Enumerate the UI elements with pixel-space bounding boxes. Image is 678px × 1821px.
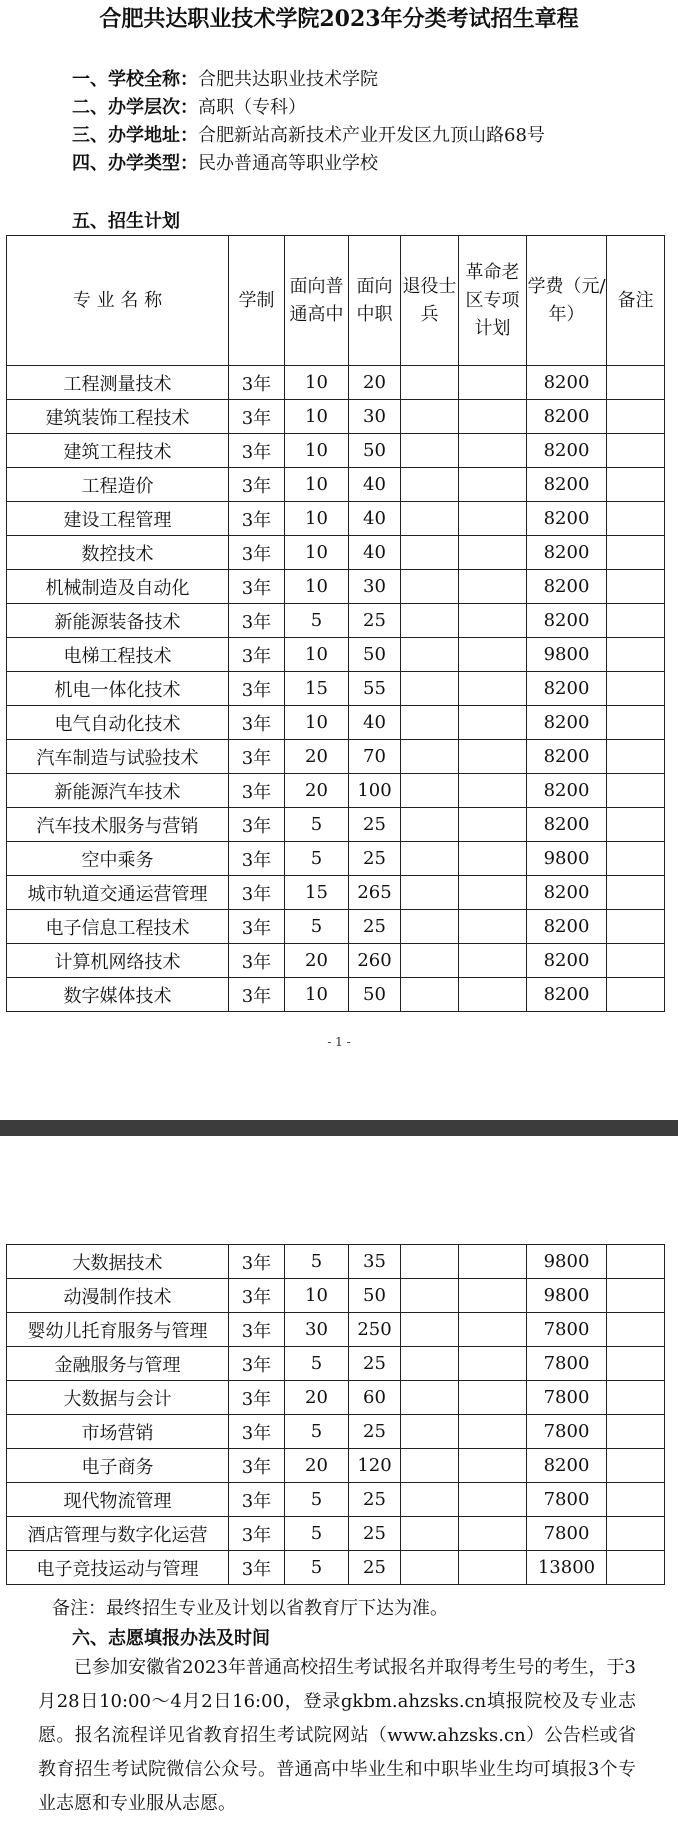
table-row — [7, 774, 665, 808]
cell-gen-high: 5 — [285, 1483, 349, 1517]
cell-years: 3年 — [229, 672, 285, 706]
cell-gen-high: 20 — [285, 774, 349, 808]
table-row — [7, 1347, 665, 1381]
table-row — [7, 502, 665, 536]
cell-note — [607, 1313, 665, 1347]
cell-veteran — [401, 808, 459, 842]
cell-major: 汽车制造与试验技术 — [7, 740, 229, 774]
cell-voc-mid: 25 — [349, 842, 401, 876]
cell-note — [607, 808, 665, 842]
cell-revolutionary — [459, 400, 527, 434]
cell-fee: 7800 — [527, 1415, 607, 1449]
cell-revolutionary — [459, 638, 527, 672]
table-row — [7, 706, 665, 740]
cell-gen-high: 5 — [285, 1415, 349, 1449]
cell-note — [607, 1381, 665, 1415]
cell-major: 婴幼儿托育服务与管理 — [7, 1313, 229, 1347]
table-row — [7, 1279, 665, 1313]
cell-veteran — [401, 434, 459, 468]
cell-voc-mid: 60 — [349, 1381, 401, 1415]
cell-fee: 8200 — [527, 808, 607, 842]
cell-major: 机电一体化技术 — [7, 672, 229, 706]
cell-note — [607, 570, 665, 604]
cell-years: 3年 — [229, 740, 285, 774]
cell-veteran — [401, 1415, 459, 1449]
cell-years: 3年 — [229, 910, 285, 944]
table-row — [7, 1313, 665, 1347]
header-fee: 学费（元/年） — [527, 236, 607, 366]
cell-revolutionary — [459, 1415, 527, 1449]
cell-voc-mid: 25 — [349, 1483, 401, 1517]
cell-years: 3年 — [229, 1551, 285, 1585]
cell-fee: 9800 — [527, 1279, 607, 1313]
cell-veteran — [401, 1313, 459, 1347]
cell-years: 3年 — [229, 1415, 285, 1449]
cell-gen-high: 10 — [285, 978, 349, 1012]
cell-revolutionary — [459, 1381, 527, 1415]
cell-voc-mid: 30 — [349, 570, 401, 604]
cell-note — [607, 1347, 665, 1381]
cell-voc-mid: 265 — [349, 876, 401, 910]
cell-fee: 8200 — [527, 706, 607, 740]
cell-gen-high: 10 — [285, 536, 349, 570]
info-label: 三、办学地址： — [72, 125, 198, 146]
cell-revolutionary — [459, 672, 527, 706]
cell-years: 3年 — [229, 638, 285, 672]
cell-note — [607, 468, 665, 502]
cell-gen-high: 5 — [285, 604, 349, 638]
cell-voc-mid: 50 — [349, 638, 401, 672]
cell-veteran — [401, 1279, 459, 1313]
cell-voc-mid: 260 — [349, 944, 401, 978]
cell-gen-high: 10 — [285, 1279, 349, 1313]
cell-major: 新能源装备技术 — [7, 604, 229, 638]
table-row — [7, 808, 665, 842]
header-major: 专 业 名 称 — [7, 236, 229, 366]
cell-voc-mid: 40 — [349, 502, 401, 536]
info-label: 二、办学层次： — [72, 97, 198, 118]
cell-voc-mid: 20 — [349, 366, 401, 400]
cell-fee: 7800 — [527, 1517, 607, 1551]
table-remark: 备注：最终招生专业及计划以省教育厅下达为准。 — [52, 1598, 448, 1619]
cell-major: 电子竞技运动与管理 — [7, 1551, 229, 1585]
document-title: 合肥共达职业技术学院2023年分类考试招生章程 — [99, 6, 579, 32]
cell-fee: 8200 — [527, 366, 607, 400]
cell-note — [607, 1483, 665, 1517]
cell-revolutionary — [459, 1483, 527, 1517]
cell-major: 计算机网络技术 — [7, 944, 229, 978]
cell-veteran — [401, 366, 459, 400]
cell-voc-mid: 50 — [349, 1279, 401, 1313]
table-row — [7, 1245, 665, 1279]
cell-note — [607, 1449, 665, 1483]
cell-fee: 8200 — [527, 978, 607, 1012]
cell-major: 建设工程管理 — [7, 502, 229, 536]
page-number: - 1 - — [327, 1035, 351, 1049]
cell-fee: 9800 — [527, 842, 607, 876]
cell-note — [607, 842, 665, 876]
table-row — [7, 842, 665, 876]
header-veteran: 退役士兵 — [401, 236, 459, 366]
cell-fee: 8200 — [527, 672, 607, 706]
cell-voc-mid: 25 — [349, 808, 401, 842]
cell-note — [607, 910, 665, 944]
cell-years: 3年 — [229, 468, 285, 502]
cell-revolutionary — [459, 604, 527, 638]
cell-fee: 8200 — [527, 604, 607, 638]
cell-years: 3年 — [229, 1483, 285, 1517]
cell-voc-mid: 25 — [349, 1551, 401, 1585]
cell-gen-high: 15 — [285, 672, 349, 706]
cell-revolutionary — [459, 1517, 527, 1551]
cell-voc-mid: 25 — [349, 604, 401, 638]
cell-note — [607, 978, 665, 1012]
cell-note — [607, 1517, 665, 1551]
cell-revolutionary — [459, 570, 527, 604]
header-note: 备注 — [607, 236, 665, 366]
enrollment-plan-table-page1 — [6, 235, 665, 1012]
cell-gen-high: 15 — [285, 876, 349, 910]
cell-fee: 8200 — [527, 536, 607, 570]
table-row — [7, 672, 665, 706]
table-row — [7, 1415, 665, 1449]
cell-veteran — [401, 944, 459, 978]
cell-voc-mid: 40 — [349, 468, 401, 502]
cell-voc-mid: 70 — [349, 740, 401, 774]
cell-veteran — [401, 876, 459, 910]
cell-gen-high: 10 — [285, 502, 349, 536]
cell-gen-high: 30 — [285, 1313, 349, 1347]
cell-note — [607, 366, 665, 400]
cell-revolutionary — [459, 468, 527, 502]
cell-veteran — [401, 1517, 459, 1551]
cell-years: 3年 — [229, 1313, 285, 1347]
header-voc-mid: 面向中职 — [349, 236, 401, 366]
cell-revolutionary — [459, 876, 527, 910]
cell-revolutionary — [459, 1551, 527, 1585]
cell-fee: 13800 — [527, 1551, 607, 1585]
cell-veteran — [401, 1483, 459, 1517]
cell-veteran — [401, 1381, 459, 1415]
cell-major: 动漫制作技术 — [7, 1279, 229, 1313]
table-row — [7, 570, 665, 604]
cell-major: 酒店管理与数字化运营 — [7, 1517, 229, 1551]
cell-major: 电子信息工程技术 — [7, 910, 229, 944]
cell-fee: 8200 — [527, 434, 607, 468]
cell-major: 工程测量技术 — [7, 366, 229, 400]
cell-revolutionary — [459, 502, 527, 536]
cell-fee: 9800 — [527, 1245, 607, 1279]
cell-revolutionary — [459, 706, 527, 740]
table-row — [7, 400, 665, 434]
cell-note — [607, 876, 665, 910]
cell-veteran — [401, 1347, 459, 1381]
cell-years: 3年 — [229, 1279, 285, 1313]
cell-major: 大数据技术 — [7, 1245, 229, 1279]
cell-fee: 8200 — [527, 1449, 607, 1483]
cell-revolutionary — [459, 978, 527, 1012]
cell-years: 3年 — [229, 604, 285, 638]
cell-major: 汽车技术服务与营销 — [7, 808, 229, 842]
cell-note — [607, 1415, 665, 1449]
table-row — [7, 1381, 665, 1415]
table-body-page1 — [7, 366, 665, 1012]
cell-fee: 9800 — [527, 638, 607, 672]
cell-fee: 8200 — [527, 774, 607, 808]
table-row — [7, 604, 665, 638]
cell-major: 现代物流管理 — [7, 1483, 229, 1517]
info-address — [72, 122, 545, 150]
cell-years: 3年 — [229, 978, 285, 1012]
cell-note — [607, 1279, 665, 1313]
table-row — [7, 910, 665, 944]
cell-years: 3年 — [229, 706, 285, 740]
cell-years: 3年 — [229, 842, 285, 876]
cell-note — [607, 604, 665, 638]
table-row — [7, 1483, 665, 1517]
cell-revolutionary — [459, 842, 527, 876]
section-6-heading: 六、志愿填报办法及时间 — [72, 1628, 270, 1649]
cell-gen-high: 5 — [285, 1245, 349, 1279]
cell-gen-high: 20 — [285, 740, 349, 774]
cell-revolutionary — [459, 1347, 527, 1381]
cell-note — [607, 706, 665, 740]
cell-note — [607, 672, 665, 706]
cell-voc-mid: 35 — [349, 1245, 401, 1279]
cell-fee: 7800 — [527, 1381, 607, 1415]
cell-veteran — [401, 706, 459, 740]
cell-major: 机械制造及自动化 — [7, 570, 229, 604]
table-row — [7, 740, 665, 774]
cell-revolutionary — [459, 1313, 527, 1347]
table-row — [7, 434, 665, 468]
cell-note — [607, 1245, 665, 1279]
cell-years: 3年 — [229, 400, 285, 434]
info-value: 合肥共达职业技术学院 — [198, 69, 378, 90]
cell-veteran — [401, 638, 459, 672]
cell-voc-mid: 25 — [349, 910, 401, 944]
cell-fee: 8200 — [527, 570, 607, 604]
cell-gen-high: 10 — [285, 570, 349, 604]
cell-note — [607, 944, 665, 978]
header-revolutionary: 革命老区专项计划 — [459, 236, 527, 366]
cell-voc-mid: 40 — [349, 536, 401, 570]
cell-veteran — [401, 400, 459, 434]
header-gen-high: 面向普通高中 — [285, 236, 349, 366]
cell-fee: 7800 — [527, 1347, 607, 1381]
table-row — [7, 1449, 665, 1483]
cell-years: 3年 — [229, 1347, 285, 1381]
header-years: 学制 — [229, 236, 285, 366]
cell-veteran — [401, 978, 459, 1012]
cell-gen-high: 10 — [285, 706, 349, 740]
cell-years: 3年 — [229, 1449, 285, 1483]
cell-years: 3年 — [229, 808, 285, 842]
cell-gen-high: 10 — [285, 638, 349, 672]
cell-veteran — [401, 468, 459, 502]
cell-note — [607, 400, 665, 434]
cell-years: 3年 — [229, 502, 285, 536]
cell-fee: 8200 — [527, 502, 607, 536]
cell-years: 3年 — [229, 536, 285, 570]
cell-note — [607, 638, 665, 672]
cell-years: 3年 — [229, 1381, 285, 1415]
cell-voc-mid: 25 — [349, 1415, 401, 1449]
cell-major: 建筑工程技术 — [7, 434, 229, 468]
cell-veteran — [401, 774, 459, 808]
cell-voc-mid: 50 — [349, 434, 401, 468]
cell-gen-high: 20 — [285, 944, 349, 978]
application-paragraph: 已参加安徽省2023年普通高校招生考试报名并取得考生号的考生，于3月28日10:00～4月2日16:00，登录gkbm.ahzsks.cn填报院校及专业志愿。报名流程详见省教育招生考试院网站（www.ahzsks.cn）公告栏或省教育招生考试院微信公众号。普通高中毕业生和中职毕业生均可填报3个专业志愿和专业服从志愿。 — [38, 1657, 636, 1814]
table-row — [7, 638, 665, 672]
cell-gen-high: 5 — [285, 842, 349, 876]
table-row — [7, 1551, 665, 1585]
table-row — [7, 1517, 665, 1551]
cell-major: 城市轨道交通运营管理 — [7, 876, 229, 910]
cell-voc-mid: 30 — [349, 400, 401, 434]
cell-gen-high: 10 — [285, 468, 349, 502]
cell-veteran — [401, 910, 459, 944]
cell-revolutionary — [459, 366, 527, 400]
cell-years: 3年 — [229, 944, 285, 978]
cell-major: 数字媒体技术 — [7, 978, 229, 1012]
cell-years: 3年 — [229, 774, 285, 808]
cell-revolutionary — [459, 1449, 527, 1483]
cell-fee: 7800 — [527, 1483, 607, 1517]
cell-major: 大数据与会计 — [7, 1381, 229, 1415]
table-row — [7, 366, 665, 400]
cell-gen-high: 5 — [285, 910, 349, 944]
cell-major: 工程造价 — [7, 468, 229, 502]
section-5-heading: 五、招生计划 — [72, 211, 180, 232]
info-label: 一、学校全称： — [72, 69, 198, 90]
cell-note — [607, 740, 665, 774]
cell-major: 电梯工程技术 — [7, 638, 229, 672]
cell-veteran — [401, 1245, 459, 1279]
cell-major: 金融服务与管理 — [7, 1347, 229, 1381]
info-type — [72, 150, 378, 178]
cell-revolutionary — [459, 944, 527, 978]
table-row — [7, 536, 665, 570]
cell-revolutionary — [459, 808, 527, 842]
info-level — [72, 94, 306, 122]
cell-revolutionary — [459, 1245, 527, 1279]
cell-years: 3年 — [229, 366, 285, 400]
cell-gen-high: 10 — [285, 366, 349, 400]
table-row — [7, 944, 665, 978]
cell-gen-high: 20 — [285, 1381, 349, 1415]
cell-years: 3年 — [229, 1517, 285, 1551]
cell-veteran — [401, 604, 459, 638]
cell-voc-mid: 40 — [349, 706, 401, 740]
cell-note — [607, 774, 665, 808]
cell-voc-mid: 25 — [349, 1347, 401, 1381]
cell-gen-high: 5 — [285, 1347, 349, 1381]
cell-note — [607, 1551, 665, 1585]
cell-major: 建筑装饰工程技术 — [7, 400, 229, 434]
table-row — [7, 876, 665, 910]
table-row — [7, 468, 665, 502]
cell-fee: 7800 — [527, 1313, 607, 1347]
cell-revolutionary — [459, 740, 527, 774]
info-value: 民办普通高等职业学校 — [198, 153, 378, 174]
cell-major: 电子商务 — [7, 1449, 229, 1483]
enrollment-plan-table-page2 — [6, 1244, 665, 1585]
cell-note — [607, 434, 665, 468]
cell-gen-high: 5 — [285, 1517, 349, 1551]
page-divider — [0, 1120, 678, 1136]
cell-major: 市场营销 — [7, 1415, 229, 1449]
cell-voc-mid: 55 — [349, 672, 401, 706]
table-body-page2 — [7, 1245, 665, 1585]
cell-fee: 8200 — [527, 400, 607, 434]
cell-gen-high: 10 — [285, 400, 349, 434]
cell-fee: 8200 — [527, 876, 607, 910]
info-school-name — [72, 66, 378, 94]
table-row — [7, 978, 665, 1012]
cell-major: 数控技术 — [7, 536, 229, 570]
cell-years: 3年 — [229, 570, 285, 604]
cell-revolutionary — [459, 536, 527, 570]
info-label: 四、办学类型： — [72, 153, 198, 174]
cell-major: 空中乘务 — [7, 842, 229, 876]
cell-revolutionary — [459, 910, 527, 944]
cell-fee: 8200 — [527, 944, 607, 978]
cell-gen-high: 10 — [285, 434, 349, 468]
cell-fee: 8200 — [527, 740, 607, 774]
cell-voc-mid: 120 — [349, 1449, 401, 1483]
cell-major: 电气自动化技术 — [7, 706, 229, 740]
cell-gen-high: 20 — [285, 1449, 349, 1483]
cell-veteran — [401, 570, 459, 604]
cell-veteran — [401, 502, 459, 536]
cell-fee: 8200 — [527, 910, 607, 944]
cell-gen-high: 5 — [285, 808, 349, 842]
cell-revolutionary — [459, 774, 527, 808]
cell-major: 新能源汽车技术 — [7, 774, 229, 808]
cell-veteran — [401, 672, 459, 706]
cell-veteran — [401, 1449, 459, 1483]
cell-note — [607, 502, 665, 536]
cell-gen-high: 5 — [285, 1551, 349, 1585]
cell-note — [607, 536, 665, 570]
cell-veteran — [401, 740, 459, 774]
cell-years: 3年 — [229, 1245, 285, 1279]
cell-veteran — [401, 536, 459, 570]
info-value: 合肥新站高新技术产业开发区九顶山路68号 — [198, 125, 545, 146]
cell-voc-mid: 50 — [349, 978, 401, 1012]
cell-voc-mid: 25 — [349, 1517, 401, 1551]
cell-revolutionary — [459, 1279, 527, 1313]
cell-revolutionary — [459, 434, 527, 468]
cell-voc-mid: 250 — [349, 1313, 401, 1347]
cell-years: 3年 — [229, 876, 285, 910]
info-value: 高职（专科） — [198, 97, 306, 118]
cell-veteran — [401, 1551, 459, 1585]
cell-fee: 8200 — [527, 468, 607, 502]
cell-years: 3年 — [229, 434, 285, 468]
cell-veteran — [401, 842, 459, 876]
cell-voc-mid: 100 — [349, 774, 401, 808]
